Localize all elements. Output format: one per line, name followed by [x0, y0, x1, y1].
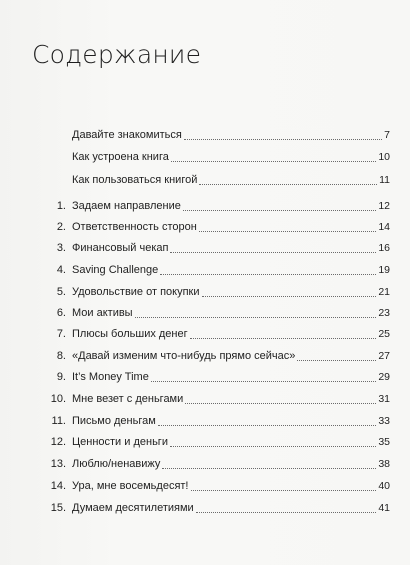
toc-entry-number: 11. — [51, 415, 66, 427]
toc-entry — [0, 413, 410, 429]
toc-entry-page: 33 — [378, 415, 390, 427]
toc-entry — [0, 326, 410, 342]
toc-entry-line — [72, 478, 390, 494]
leader-dots — [160, 273, 376, 275]
toc-entry — [0, 305, 410, 321]
toc-entry — [0, 127, 410, 143]
toc-entry — [0, 172, 410, 188]
toc-entry-page: 12 — [378, 200, 390, 212]
toc-entry — [0, 500, 410, 516]
toc-entry-number: 4. — [56, 264, 66, 276]
toc-entry-label: Задаем направление — [72, 200, 181, 212]
toc-entry — [0, 456, 410, 472]
toc-entry-page: 19 — [378, 264, 390, 276]
toc-entry-label: Мои активы — [72, 307, 133, 319]
toc-entry-label: It’s Money Time — [72, 371, 149, 383]
toc-entry-page: 27 — [378, 350, 390, 362]
toc-entry-number: 5. — [56, 286, 66, 298]
toc-entry-page: 23 — [378, 307, 390, 319]
toc-entry-page: 16 — [378, 242, 390, 254]
toc-entry-label: Ответственность сторон — [72, 221, 197, 233]
toc-entry-page: 41 — [378, 502, 390, 514]
toc-entry-line — [72, 391, 390, 407]
toc-entry-page: 31 — [378, 393, 390, 405]
toc-entry-number: 12. — [50, 436, 66, 448]
leader-dots — [190, 337, 377, 339]
toc-entry-line — [72, 127, 390, 143]
toc-entry-number: 13. — [50, 458, 66, 470]
toc-entry — [0, 219, 410, 235]
toc-entry — [0, 369, 410, 385]
toc-entry-line — [72, 500, 390, 516]
toc-entry — [0, 198, 410, 214]
toc-entry-line — [72, 369, 390, 385]
leader-dots — [199, 183, 377, 185]
toc-entry — [0, 149, 410, 165]
toc-entry — [0, 434, 410, 450]
toc-entry-line — [72, 456, 390, 472]
toc-entry-line — [72, 219, 390, 235]
toc-entry-label: Люблю/ненавижу — [72, 458, 161, 470]
toc-entry — [0, 391, 410, 407]
toc-entry — [0, 348, 410, 364]
toc-entry-line — [72, 305, 390, 321]
toc-entry-label: Давайте знакомиться — [72, 129, 182, 141]
toc-entry-number: 6. — [56, 307, 66, 319]
toc-entry — [0, 284, 410, 300]
leader-dots — [199, 230, 377, 232]
toc-entry-number: 1. — [56, 200, 66, 212]
leader-dots — [202, 295, 377, 297]
toc-entry-page: 29 — [378, 371, 390, 383]
toc-entry-label: Письмо деньгам — [72, 415, 156, 427]
toc-entry-line — [72, 284, 390, 300]
toc-entry-page: 35 — [378, 436, 390, 448]
leader-dots — [151, 380, 376, 382]
toc-entry-label: Удовольствие от покупки — [72, 286, 200, 298]
toc-entry-number: 10. — [50, 393, 66, 405]
toc-entry — [0, 478, 410, 494]
toc-entry-label: Как устроена книга — [72, 151, 169, 163]
toc-entry-line — [72, 198, 390, 214]
leader-dots — [183, 209, 376, 211]
toc-entry-number: 14. — [50, 480, 66, 492]
toc-entry-label: «Давай изменим что-нибудь прямо сейчас» — [72, 350, 296, 362]
toc-entry-page: 25 — [378, 328, 390, 340]
leader-dots — [191, 489, 377, 491]
toc-entry-number: 7. — [56, 328, 66, 340]
page-title: Содержание — [32, 40, 202, 69]
toc-entry-number: 8. — [56, 350, 66, 362]
toc-entry-line — [72, 262, 390, 278]
toc-entry-page: 21 — [378, 286, 390, 298]
toc-entry-page: 38 — [378, 458, 390, 470]
leader-dots — [185, 402, 376, 404]
toc-entry-page: 7 — [384, 129, 390, 141]
toc-entry-label: Плюсы больших денег — [72, 328, 188, 340]
toc-entry-label: Saving Challenge — [72, 264, 159, 276]
toc-entry-label: Ценности и деньги — [72, 436, 168, 448]
toc-entry-number: 9. — [56, 371, 66, 383]
leader-dots — [158, 424, 377, 426]
toc-entry-page: 14 — [378, 221, 390, 233]
leader-dots — [170, 445, 376, 447]
toc-entry-line — [72, 326, 390, 342]
toc-entry-line — [72, 240, 390, 256]
leader-dots — [184, 138, 382, 140]
toc-entry-label: Финансовый чекап — [72, 242, 169, 254]
toc-entry-number: 15. — [50, 502, 66, 514]
toc-entry-line — [72, 413, 390, 429]
toc-entry-page: 40 — [378, 480, 390, 492]
toc-entry-line — [72, 434, 390, 450]
toc-entry-label: Ура, мне восемьдесят! — [72, 480, 189, 492]
toc-entry-line — [72, 172, 390, 188]
toc-entry-line — [72, 149, 390, 165]
toc-entry-line — [72, 348, 390, 364]
leader-dots — [171, 160, 376, 162]
toc-entry-page: 10 — [378, 151, 390, 163]
toc-entry-number: 3. — [56, 242, 66, 254]
leader-dots — [196, 511, 377, 513]
toc-entry — [0, 240, 410, 256]
leader-dots — [162, 467, 376, 469]
toc-entry-number: 2. — [56, 221, 66, 233]
leader-dots — [297, 359, 376, 361]
leader-dots — [170, 251, 376, 253]
toc-entry-page: 11 — [379, 174, 390, 186]
leader-dots — [135, 316, 377, 318]
toc-entry-label: Как пользоваться книгой — [72, 174, 198, 186]
toc-entry-label: Мне везет с деньгами — [72, 393, 184, 405]
toc-entry-label: Думаем десятилетиями — [72, 502, 194, 514]
toc-entry — [0, 262, 410, 278]
